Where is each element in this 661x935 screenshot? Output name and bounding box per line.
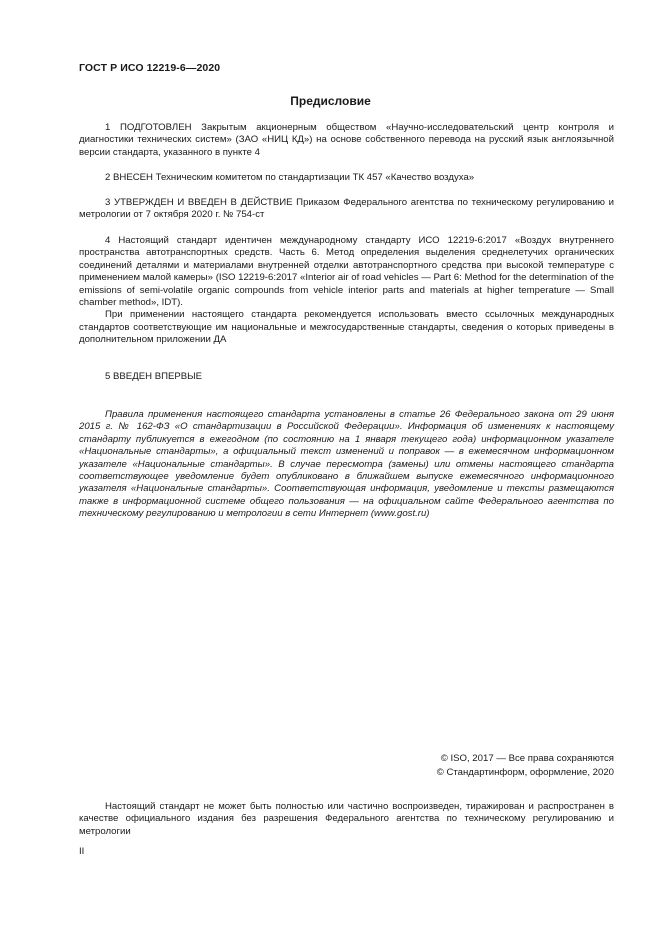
standard-code-header: ГОСТ Р ИСО 12219-6—2020 [79,62,221,74]
page-number: II [79,846,85,857]
copyright-iso: © ISO, 2017 — Все права сохраняются [440,753,614,764]
page-title: Предисловие [290,94,371,108]
paragraph-2-block [79,172,614,184]
paragraph-4-block [79,235,614,347]
copyright-block [437,752,614,779]
rules-note-block [79,409,614,521]
reproduction-note: Настоящий стандарт не может быть полностью или частично воспроизведен, тиражирован и распространен в качестве официального издания без разрешения Федерального агентства по техническому регулированию и метрологии [79,801,614,837]
paragraph-introduced: 5 ВВЕДЕН ВПЕРВЫЕ [105,371,203,382]
reproduction-note-block [79,801,614,838]
paragraph-1-block [79,122,614,159]
paragraph-identical: 4 Настоящий стандарт идентичен международному стандарту ИСО 12219-6:2017 «Воздух внутреннего пространства автотранспортных средств. Часть 6. Метод определения выделения среднелетучих органических соединений деталями и материалами внутренней отделки автотранспортного средства при высокой температуре с применением малой камеры» (ISO 12219-6:2017 «Interior air of road vehicles — Part 6: Method for the determination of the emissions of semi-volatile organic compounds from vehicle interior parts and materials at higher temperature — Small chamber method», IDT). [79,235,614,309]
paragraph-references: При применении настоящего стандарта рекомендуется использовать вместо ссылочных международных стандартов соответствующие им национальные и межгосударственные стандарты, сведения о которых приведены в дополнительном приложении ДА [79,309,614,346]
paragraph-approved: 3 УТВЕРЖДЕН И ВВЕДЕН В ДЕЙСТВИЕ Приказом Федерального агентства по техническому регулированию и метрологии от 7 октября 2020 г. № 754-ст [79,197,614,221]
paragraph-submitted: 2 ВНЕСЕН Техническим комитетом по стандартизации ТК 457 «Качество воздуха» [105,172,475,183]
copyright-standartinform: © Стандартинформ, оформление, 2020 [436,766,614,778]
paragraph-prepared: 1 ПОДГОТОВЛЕН Закрытым акционерным обществом «Научно-исследовательский центр контроля и диагностики технических систем» (ЗАО «НИЦ КД») на основе собственного перевода на русский язык англоязычной версии стандарта, указанного в пункте 4 [79,122,614,158]
rules-note: Правила применения настоящего стандарта установлены в статье 26 Федерального закона от 29 июня 2015 г. № 162-ФЗ «О стандартизации в Российской Федерации». Информация об изменениях к настоящему стандарту публикуется в ежегодном (по состоянию на 1 января текущего года) информационном указателе «Национальные стандарты», а официальный текст изменений и поправок — в ежемесячном информационном указателе «Национальные стандарты». В случае пересмотра (замены) или отмены настоящего стандарта соответствующее уведомление будет опубликовано в ближайшем выпуске ежемесячного информационного указателя «Национальные стандарты». Соответствующая информация, уведомление и тексты размещаются также в информационной системе общего пользования — на официальном сайте Федерального агентства по техническому регулированию и метрологии в сети Интернет (www.gost.ru) [79,409,614,520]
paragraph-5-block [79,371,614,383]
paragraph-3-block [79,197,614,222]
